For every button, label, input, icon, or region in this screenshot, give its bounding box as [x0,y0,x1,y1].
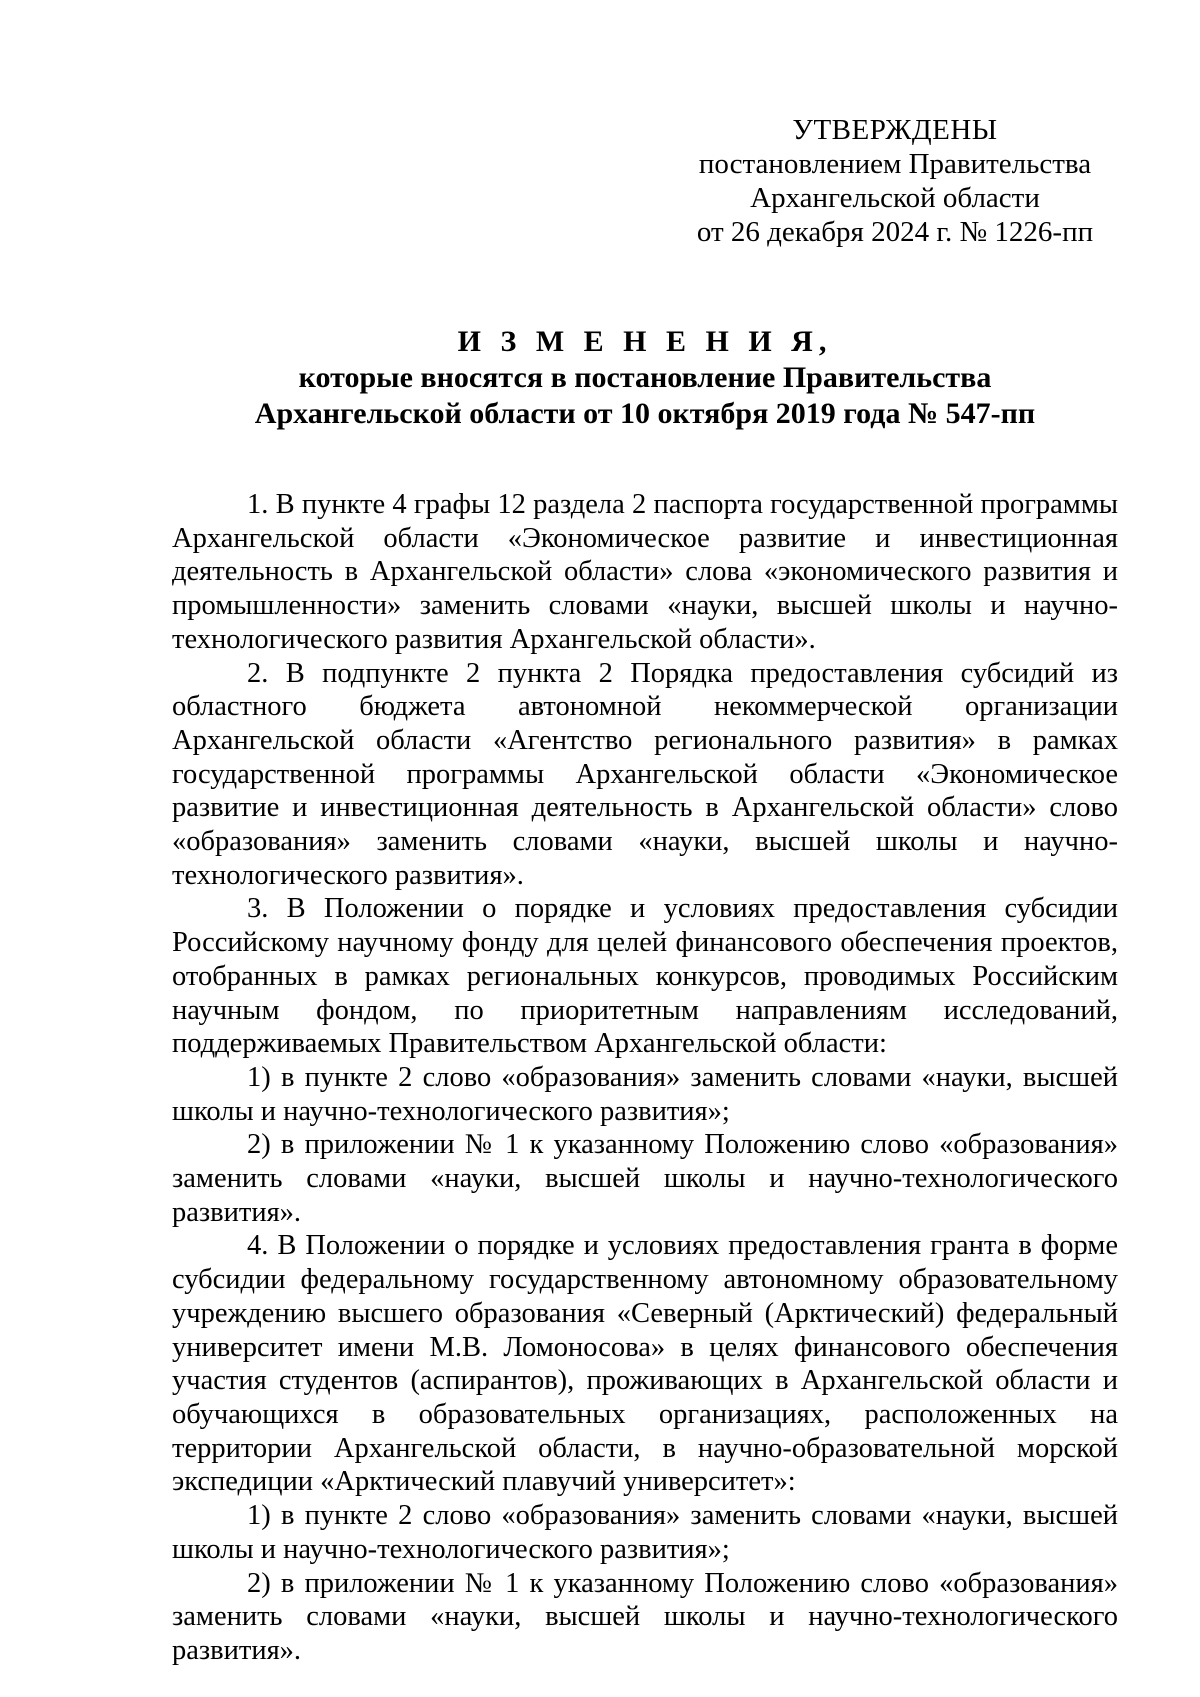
paragraph-item-4-sub-2: 2) в приложении № 1 к указанному Положению слово «образования» заменить словами «науки, высшей школы и научно-технологического развития». [172,1567,1118,1666]
paragraph-item-3-sub-1: 1) в пункте 2 слово «образования» заменить словами «науки, высшей школы и научно-технологического развития»; [172,1061,1118,1127]
approval-authority: постановлением Правительства [698,148,1092,180]
document-title [172,324,1118,432]
paragraph-item-3-sub-2: 2) в приложении № 1 к указанному Положению слово «образования» заменить словами «науки, высшей школы и научно-технологического развития». [172,1129,1118,1228]
paragraph-item-1: 1. В пункте 4 графы 12 раздела 2 паспорта государственной программы Архангельской области «Экономическое развитие и инвестиционная деятельность в Архангельской области» слова «экономического развития и промышленности» заменить словами «науки, высшей школы и научно-технологического развития Архангельской области». [172,489,1118,655]
approval-block [660,113,1130,249]
paragraph-item-2: 2. В подпункте 2 пункта 2 Порядка предоставления субсидий из областного бюджета автономной некоммерческой организации Архангельской области «Агентство регионального развития» в рамках государственной программы Архангельской области «Экономическое развитие и инвестиционная деятельность в Архангельской области» слово «образования» заменить словами «науки, высшей школы и научно-технологического развития». [172,657,1118,891]
paragraph-item-4-sub-1: 1) в пункте 2 слово «образования» заменить словами «науки, высшей школы и научно-технологического развития»; [172,1500,1118,1565]
paragraph-item-4: 4. В Положении о порядке и условиях предоставления гранта в форме субсидии федеральному государственному автономному образовательному учреждению высшего образования «Северный (Арктический) федеральный университет имени М.В. Ломоносова» в целях финансового обеспечения участия студентов (аспирантов), проживающих в Архангельской области и обучающихся в образовательных организациях, расположенных на территории Архангельской области, в научно-образовательной морской экспедиции «Арктический плавучий университет»: [172,1230,1118,1498]
title-subline-2: Архангельской области от 10 октября 2019 года № 547-пп [254,397,1036,430]
approval-date-number: от 26 декабря 2024 г. № 1226-пп [696,216,1094,248]
approval-region: Архангельской области [750,182,1040,214]
approval-title: УТВЕРЖДЕНЫ [792,114,998,146]
paragraph-item-3: 3. В Положении о порядке и условиях предоставления субсидии Российскому научному фонду для целей финансового обеспечения проектов, отобранных в рамках региональных конкурсов, проводимых Российским научным фондом, по приоритетным направлениям исследований, поддерживаемых Правительством Архангельской области: [172,893,1118,1060]
title-subline-1: которые вносятся в постановление Правительства [298,361,992,394]
document-body [172,488,1118,1668]
title-heading: И З М Е Н Е Н И Я, [457,325,833,358]
